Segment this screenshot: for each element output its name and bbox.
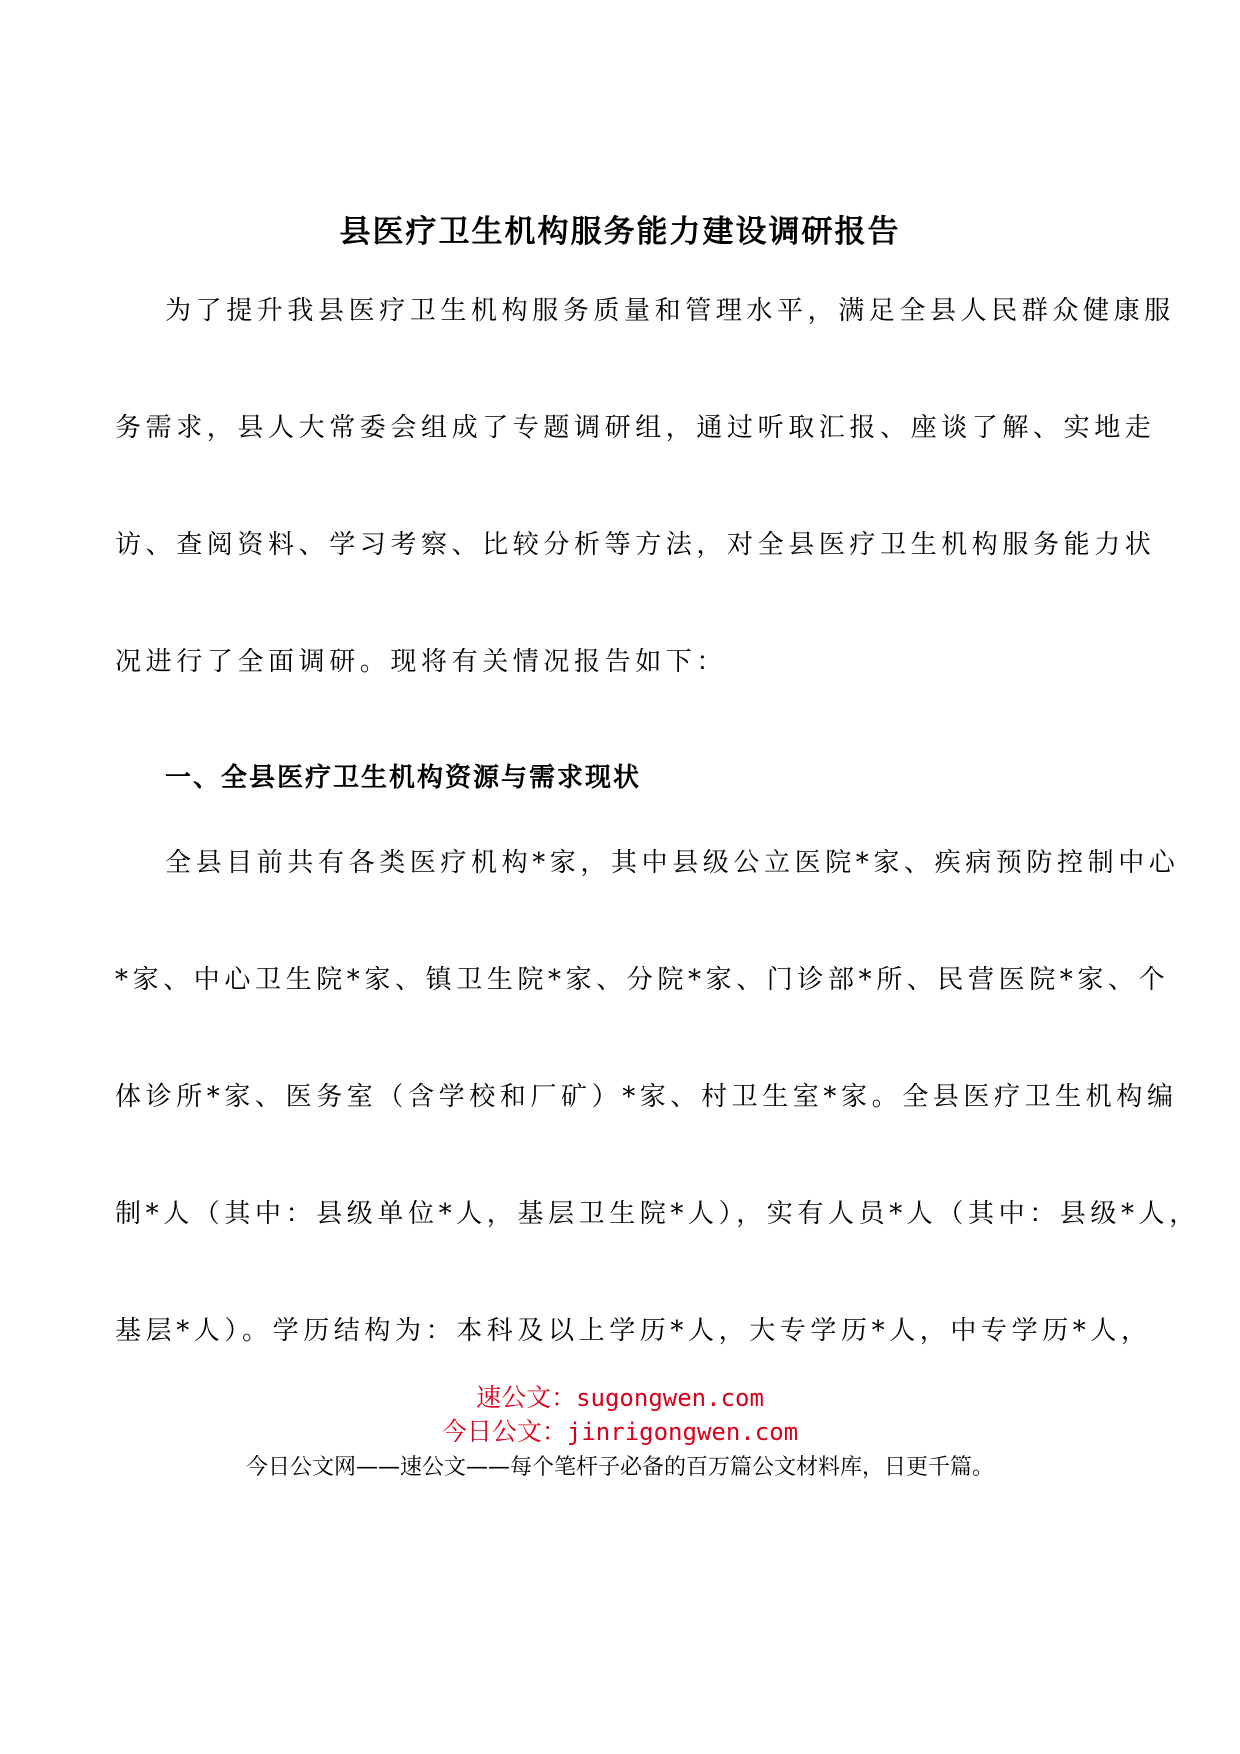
paragraph-line: 体诊所*家、医务室（含学校和厂矿）*家、村卫生室*家。全县医疗卫生机构编 bbox=[115, 1082, 1178, 1112]
footer-site1[interactable] bbox=[0, 1381, 1240, 1415]
footer-tagline: 今日公文网——速公文——每个笔杆子必备的百万篇公文材料库，日更千篇。 bbox=[245, 1455, 994, 1480]
paragraph-line: *家、中心卫生院*家、镇卫生院*家、分院*家、门诊部*所、民营医院*家、个 bbox=[115, 965, 1170, 995]
paragraph-line: 基层*人）。学历结构为：本科及以上学历*人，大专学历*人，中专学历*人， bbox=[115, 1316, 1152, 1346]
footer-site2-url[interactable]: jinrigongwen.com bbox=[566, 1418, 799, 1446]
footer-site2[interactable] bbox=[0, 1415, 1240, 1449]
footer-site1-label: 速公文： bbox=[476, 1383, 577, 1412]
paragraph-line: 务需求，县人大常委会组成了专题调研组，通过听取汇报、座谈了解、实地走 bbox=[115, 413, 1156, 443]
paragraph-line: 全县目前共有各类医疗机构*家，其中县级公立医院*家、疾病预防控制中心 bbox=[165, 848, 1180, 878]
footer-site2-label: 今日公文： bbox=[441, 1417, 567, 1446]
section-heading: 一、全县医疗卫生机构资源与需求现状 bbox=[165, 763, 642, 793]
paragraph-line: 况进行了全面调研。现将有关情况报告如下： bbox=[115, 647, 728, 677]
paragraph-line: 为了提升我县医疗卫生机构服务质量和管理水平，满足全县人民群众健康服 bbox=[165, 296, 1175, 326]
paragraph-line: 访、查阅资料、学习考察、比较分析等方法，对全县医疗卫生机构服务能力状 bbox=[115, 530, 1156, 560]
paragraph-line: 制*人（其中：县级单位*人，基层卫生院*人），实有人员*人（其中：县级*人， bbox=[115, 1199, 1200, 1229]
page-title: 县医疗卫生机构服务能力建设调研报告 bbox=[339, 214, 901, 250]
footer-site1-url[interactable]: sugongwen.com bbox=[576, 1384, 764, 1412]
